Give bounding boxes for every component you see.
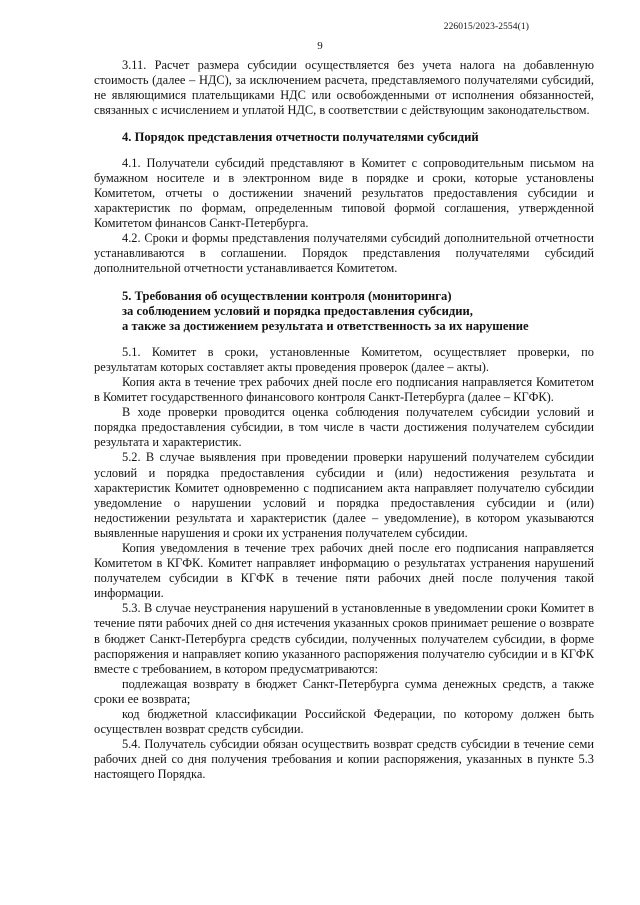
paragraph-3-11: 3.11. Расчет размера субсидии осуществляется без учета налога на добавленную стоимость (далее – НДС), за исключением расчета, представляемого получателями субсидий, не являющимися плательщиками НДС или освобожденными от исполнения обязанностей, связанных с исчислением и уплатой НДС, в соответствии с действующим законодательством. — [94, 58, 594, 118]
page-number: 9 — [317, 40, 323, 52]
document-registration-number: 226015/2023-2554(1) — [443, 22, 529, 32]
section-4-heading: 4. Порядок представления отчетности получателями субсидий — [122, 130, 479, 145]
document-body — [94, 58, 594, 782]
paragraph-5-1: 5.1. Комитет в сроки, установленные Комитетом, осуществляет проверки, по результатам которых составляет акты проведения проверок (далее – акты). — [94, 344, 594, 374]
paragraph-5-3-item-1: подлежащая возврату в бюджет Санкт-Петербурга сумма денежных средств, а также сроки ее возврата; — [94, 676, 594, 706]
section-5-heading-line-3: а также за достижением результата и ответственность за их нарушение — [122, 319, 529, 334]
paragraph-4-1: 4.1. Получатели субсидий представляют в Комитет с сопроводительным письмом на бумажном носителе и в электронном виде в порядке и сроки, которые установлены Комитетом, отчеты о достижении значений результатов предоставления субсидии и характеристик по формам, определенным типовой формой соглашения, утвержденной Комитетом финансов Санкт-Петербурга. — [94, 155, 594, 231]
paragraph-4-2: 4.2. Сроки и формы представления получателями субсидий дополнительной отчетности устанавливаются в соглашении. Порядок представления получателями субсидий дополнительной отчетности устанавливается Комитетом. — [94, 231, 594, 276]
paragraph-5-4: 5.4. Получатель субсидии обязан осуществить возврат средств субсидии в течение семи рабочих дней со дня получения требования и копии распоряжения, указанных в пункте 5.3 настоящего Порядка. — [94, 737, 594, 782]
section-5-heading-line-2: за соблюдением условий и порядка предоставления субсидии, — [122, 303, 473, 318]
paragraph-5-2-notice-copy: Копия уведомления в течение трех рабочих дней после его подписания направляется Комитетом в КГФК. Комитет направляет информацию о результатах устранения нарушений получателем субсидии в КГФК в течение пяти рабочих дней после получения такой информации. — [94, 540, 594, 601]
paragraph-5-3-item-2: код бюджетной классификации Российской Федерации, по которому должен быть осуществлен возврат средств субсидии. — [94, 707, 594, 737]
paragraph-5-2: 5.2. В случае выявления при проведении проверки нарушений получателем субсидии условий и порядка предоставления субсидии и (или) недостижения результата и характеристик Комитет одновременно с подписанием акта направляет получателю субсидии уведомление о нарушении условий и порядка предоставления субсидии и (или) недостижении результата и характеристик (далее – уведомление), в котором указываются выявленные нарушения и сроки их устранения получателем субсидии. — [94, 450, 594, 540]
paragraph-5-1-check: В ходе проверки проводится оценка соблюдения получателем субсидии условий и порядка предоставления субсидии, в том числе в части достижения получателем субсидии результата и характеристик. — [94, 405, 594, 450]
paragraph-5-3: 5.3. В случае неустранения нарушений в установленные в уведомлении сроки Комитет в течение пяти рабочих дней со дня истечения указанных сроков принимает решение о возврате в бюджет Санкт-Петербурга средств субсидии, полученных получателем субсидии, в форме распоряжения и направляет копию указанного распоряжения получателю субсидии и в КГФК вместе с требованием, в котором предусматриваются: — [94, 601, 594, 676]
section-5-heading-line-1: 5. Требования об осуществлении контроля (мониторинга) — [122, 288, 452, 303]
paragraph-5-1-act-copy: Копия акта в течение трех рабочих дней после его подписания направляется Комитетом в Комитет государственного финансового контроля Санкт-Петербурга (далее – КГФК). — [94, 374, 594, 405]
